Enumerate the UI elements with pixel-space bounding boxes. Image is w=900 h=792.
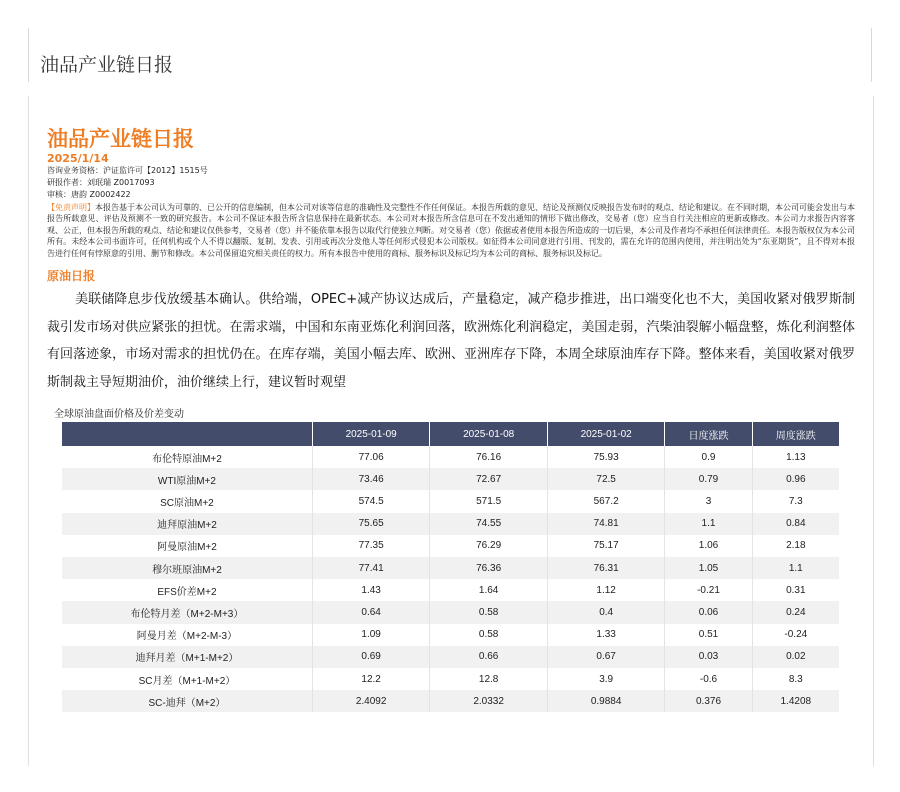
table-row — [62, 579, 839, 601]
table-header-row — [62, 422, 839, 446]
cell-date-1: 77.06 — [312, 446, 430, 468]
cell-date-3: 75.17 — [547, 535, 665, 557]
header-weekly-change: 周度涨跌 — [752, 422, 839, 446]
cell-name: 布伦特原油M+2 — [62, 446, 312, 468]
cell-name: SC-迪拜（M+2） — [62, 690, 312, 712]
table-row — [62, 490, 839, 512]
table-row — [62, 601, 839, 623]
table-row — [62, 646, 839, 668]
cell-weekly-change: 0.02 — [752, 646, 839, 668]
cell-date-1: 1.09 — [312, 624, 430, 646]
table-row — [62, 557, 839, 579]
cell-name: SC原油M+2 — [62, 490, 312, 512]
cell-weekly-change: 1.13 — [752, 446, 839, 468]
cell-date-3: 0.4 — [547, 601, 665, 623]
cell-date-2: 12.8 — [430, 668, 548, 690]
cell-date-2: 2.0332 — [430, 690, 548, 712]
cell-date-3: 567.2 — [547, 490, 665, 512]
cell-date-2: 76.29 — [430, 535, 548, 557]
viewer-title: 油品产业链日报 — [40, 54, 174, 76]
viewer-divider-left — [28, 28, 29, 82]
cell-date-2: 72.67 — [430, 468, 548, 490]
cell-weekly-change: 0.84 — [752, 513, 839, 535]
table-row — [62, 535, 839, 557]
table-row — [62, 446, 839, 468]
cell-date-2: 0.66 — [430, 646, 548, 668]
cell-daily-change: -0.21 — [665, 579, 752, 601]
cell-date-1: 12.2 — [312, 668, 430, 690]
cell-date-1: 0.69 — [312, 646, 430, 668]
cell-date-1: 75.65 — [312, 513, 430, 535]
cell-weekly-change: 0.96 — [752, 468, 839, 490]
cell-name: 阿曼月差（M+2-M-3） — [62, 624, 312, 646]
cell-date-1: 77.35 — [312, 535, 430, 557]
cell-name: 穆尔班原油M+2 — [62, 557, 312, 579]
cell-weekly-change: 1.4208 — [752, 690, 839, 712]
cell-daily-change: 1.06 — [665, 535, 752, 557]
cell-date-1: 77.41 — [312, 557, 430, 579]
cell-weekly-change: 8.3 — [752, 668, 839, 690]
cell-date-3: 74.81 — [547, 513, 665, 535]
cell-date-1: 2.4092 — [312, 690, 430, 712]
viewer-divider-right — [871, 28, 872, 82]
table-row — [62, 513, 839, 535]
cell-daily-change: 1.1 — [665, 513, 752, 535]
cell-name: 迪拜原油M+2 — [62, 513, 312, 535]
table-caption: 全球原油盘面价格及价差变动 — [54, 409, 184, 421]
cell-name: EFS价差M+2 — [62, 579, 312, 601]
cell-date-3: 0.67 — [547, 646, 665, 668]
cell-date-3: 75.93 — [547, 446, 665, 468]
cell-weekly-change: 2.18 — [752, 535, 839, 557]
table-row — [62, 624, 839, 646]
cell-date-2: 571.5 — [430, 490, 548, 512]
cell-daily-change: 3 — [665, 490, 752, 512]
header-date-1: 2025-01-09 — [312, 422, 430, 446]
header-date-2: 2025-01-08 — [430, 422, 548, 446]
reviewer-line: 审核：唐韵 Z0002422 — [47, 190, 131, 199]
cell-weekly-change: 7.3 — [752, 490, 839, 512]
table-row — [62, 690, 839, 712]
cell-daily-change: 0.51 — [665, 624, 752, 646]
cell-daily-change: 1.05 — [665, 557, 752, 579]
report-title: 油品产业链日报 — [47, 127, 194, 151]
qualification-line: 咨询业务资格：沪证监许可【2012】1515号 — [47, 166, 208, 175]
table-row — [62, 668, 839, 690]
cell-date-2: 0.58 — [430, 624, 548, 646]
report-body: 美联储降息步伐放缓基本确认。供给端，OPEC+减产协议达成后，产量稳定，减产稳步推进，出口端变化也不大，美国收紧对俄罗斯制裁引发市场对供应紧张的担忧。在需求端，中国和东南亚炼化利润回落，欧洲炼化利润稳定，美国走弱，汽柴油裂解小幅盘整，炼化利润整体有回落迹象，市场对需求的担忧仍在。在库存端，美国小幅去库、欧洲、亚洲库存下降，本周全球原油库存下降。整体来看，美国收紧对俄罗斯制裁主导短期油价，油价继续上行，建议暂时观望 — [47, 292, 855, 390]
cell-date-3: 1.12 — [547, 579, 665, 601]
cell-weekly-change: 0.31 — [752, 579, 839, 601]
cell-daily-change: 0.376 — [665, 690, 752, 712]
table-body — [62, 446, 839, 712]
section-title: 原油日报 — [47, 269, 96, 284]
cell-date-3: 1.33 — [547, 624, 665, 646]
disclaimer-tag: 【免责声明】 — [47, 203, 95, 212]
cell-name: SC月差（M+1-M+2） — [62, 668, 312, 690]
cell-date-3: 3.9 — [547, 668, 665, 690]
page-content — [47, 126, 855, 712]
cell-date-1: 574.5 — [312, 490, 430, 512]
cell-date-2: 76.36 — [430, 557, 548, 579]
cell-date-1: 73.46 — [312, 468, 430, 490]
cell-name: 迪拜月差（M+1-M+2） — [62, 646, 312, 668]
cell-date-3: 76.31 — [547, 557, 665, 579]
cell-daily-change: -0.6 — [665, 668, 752, 690]
cell-date-1: 0.64 — [312, 601, 430, 623]
header-name — [62, 422, 312, 446]
header-daily-change: 日度涨跌 — [665, 422, 752, 446]
cell-daily-change: 0.79 — [665, 468, 752, 490]
disclaimer — [47, 202, 855, 259]
cell-date-2: 0.58 — [430, 601, 548, 623]
report-date: 2025/1/14 — [47, 152, 109, 165]
document-page — [28, 96, 874, 766]
cell-weekly-change: 1.1 — [752, 557, 839, 579]
cell-date-1: 1.43 — [312, 579, 430, 601]
cell-daily-change: 0.9 — [665, 446, 752, 468]
cell-name: 阿曼原油M+2 — [62, 535, 312, 557]
cell-name: 布伦特月差（M+2-M+3） — [62, 601, 312, 623]
cell-date-2: 76.16 — [430, 446, 548, 468]
cell-date-3: 72.5 — [547, 468, 665, 490]
disclaimer-text: 本报告基于本公司认为可靠的、已公开的信息编制，但本公司对该等信息的准确性及完整性不作任何保证。本报告所载的意见、结论及预测仅反映报告发布时的观点、结论和建议。在不同时期，本公司可能会发出与本报告所载意见、评估及预测不一致的研究报告。本公司不保证本报告所含信息保持在最新状态。本公司对本报告所含信息可在不发出通知的情形下做出修改，交易者（您）应当自行关注相应的更新或修改。本公司力求报告内容客观、公正，但本报告所载的观点、结论和建议仅供参考，交易者（您）并不能依靠本报告以取代行使独立判断。对交易者（您）依据或者使用本报告所造成的一切后果，本公司及作者均不承担任何法律责任。本报告版权仅为本公司所有。未经本公司书面许可，任何机构或个人不得以翻版、复制、发表、引用或再次分发他人等任何形式侵犯本公司版权。如征得本公司同意进行引用、刊发的，需在允许的范围内使用，并注明出处为“东亚期货”，且不得对本报告进行任何有悖原意的引用、删节和修改。本公司保留追究相关责任的权力。所有本报告中使用的商标、服务标识及标记均为本公司的商标、服务标识及标记。 — [47, 203, 855, 258]
cell-daily-change: 0.03 — [665, 646, 752, 668]
cell-date-2: 1.64 — [430, 579, 548, 601]
cell-weekly-change: 0.24 — [752, 601, 839, 623]
analyst-line: 研报作者：刘珉瑞 Z0017093 — [47, 178, 155, 187]
price-table — [62, 422, 839, 712]
cell-name: WTI原油M+2 — [62, 468, 312, 490]
table-row — [62, 468, 839, 490]
header-date-3: 2025-01-02 — [547, 422, 665, 446]
cell-date-3: 0.9884 — [547, 690, 665, 712]
cell-date-2: 74.55 — [430, 513, 548, 535]
cell-daily-change: 0.06 — [665, 601, 752, 623]
cell-weekly-change: -0.24 — [752, 624, 839, 646]
